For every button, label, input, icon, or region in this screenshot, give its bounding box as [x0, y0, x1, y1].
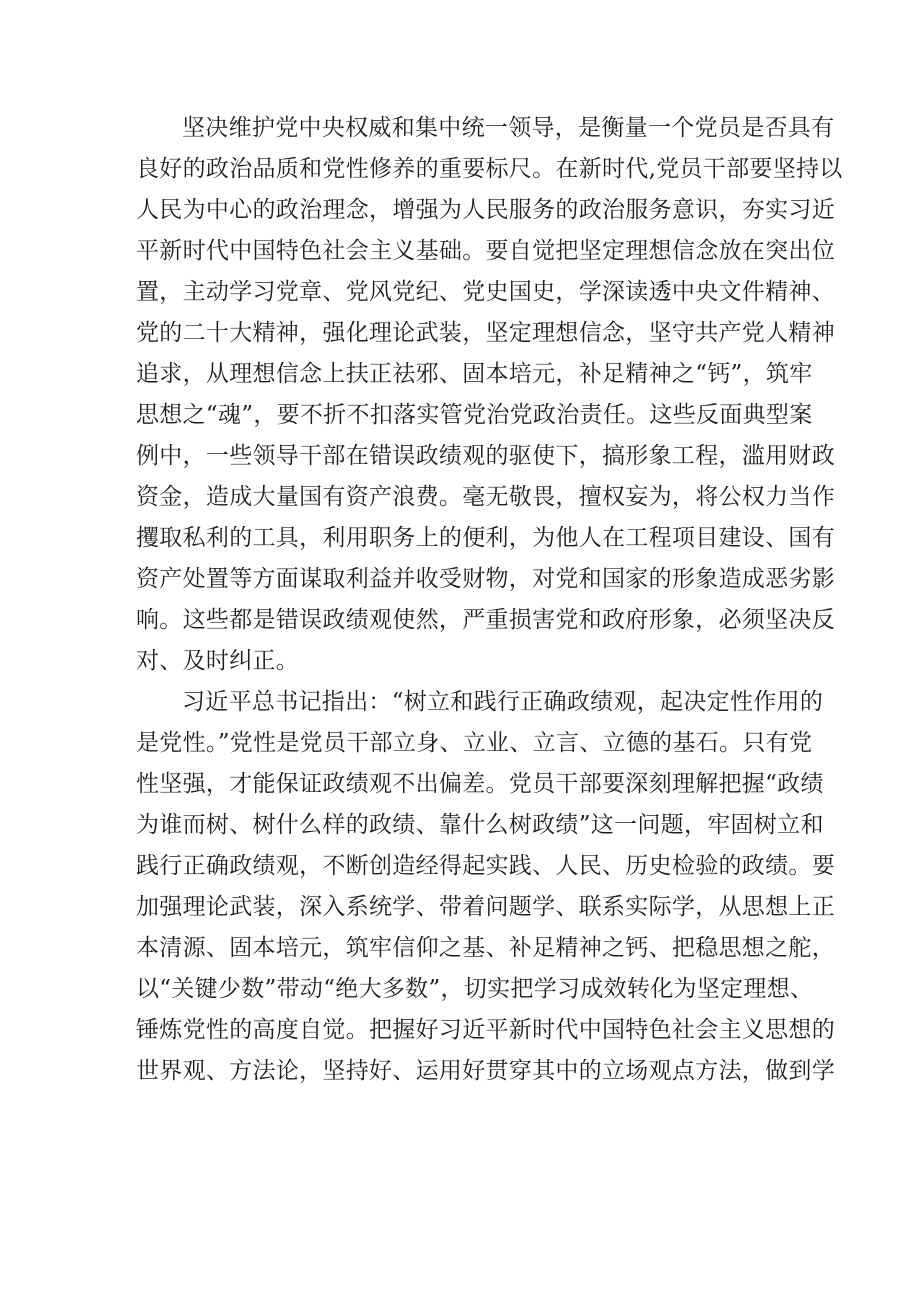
text-line: 加强理论武装，深入系统学、带着问题学、联系实际学，从思想上正 [136, 894, 835, 920]
text-line: 资金，造成大量国有资产浪费。毫无敬畏，擅权妄为，将公权力当作 [136, 484, 835, 510]
text-line: 践行正确政绩观，不断创造经得起实践、人民、历史检验的政绩。要 [136, 853, 835, 879]
paragraph-2 [136, 682, 835, 1092]
text-line: 平新时代中国特色社会主义基础。要自觉把坚定理想信念放在突出位 [136, 238, 835, 264]
text-line: 党的二十大精神，强化理论武装，坚定理想信念，坚守共产党人精神 [136, 320, 835, 346]
text-line: 响。这些都是错误政绩观使然，严重损害党和政府形象，必须坚决反 [136, 607, 835, 633]
text-line: 对、及时纠正。 [136, 648, 300, 674]
document-body [136, 108, 843, 1092]
text-line: 为谁而树、树什么样的政绩、靠什么树政绩”这一问题，牢固树立和 [136, 812, 824, 838]
text-line: 坚决维护党中央权威和集中统一领导，是衡量一个党员是否具有 [182, 115, 835, 141]
text-line: 人民为中心的政治理念，增强为人民服务的政治服务意识，夯实习近 [136, 197, 835, 223]
text-line: 思想之“魂”，要不折不扣落实管党治党政治责任。这些反面典型案 [136, 402, 813, 428]
text-line: 是党性。”党性是党员干部立身、立业、立言、立德的基石。只有党 [136, 730, 813, 756]
text-line: 良好的政治品质和党性修养的重要标尺。在新时代,党员干部要坚持以 [136, 156, 843, 182]
text-line: 锤炼党性的高度自觉。把握好习近平新时代中国特色社会主义思想的 [136, 1017, 835, 1043]
text-line: 世界观、方法论，坚持好、运用好贯穿其中的立场观点方法，做到学 [136, 1058, 835, 1084]
text-line: 习近平总书记指出：“树立和践行正确政绩观，起决定性作用的 [182, 689, 824, 715]
text-line: 性坚强，才能保证政绩观不出偏差。党员干部要深刻理解把握“政绩 [136, 771, 824, 797]
text-line: 例中，一些领导干部在错误政绩观的驱使下，搞形象工程，滥用财政 [136, 443, 835, 469]
text-line: 置，主动学习党章、党风党纪、党史国史，学深读透中央文件精神、 [136, 279, 835, 305]
text-line: 本清源、固本培元，筑牢信仰之基、补足精神之钙、把稳思想之舵， [136, 935, 835, 961]
text-line: 攫取私利的工具，利用职务上的便利，为他人在工程项目建设、国有 [136, 525, 835, 551]
text-line: 追求，从理想信念上扶正祛邪、固本培元，补足精神之“钙”，筑牢 [136, 361, 813, 387]
text-line: 以“关键少数”带动“绝大多数”，切实把学习成效转化为坚定理想、 [136, 976, 814, 1002]
paragraph-1 [136, 108, 843, 682]
text-line: 资产处置等方面谋取利益并收受财物，对党和国家的形象造成恶劣影 [136, 566, 835, 592]
